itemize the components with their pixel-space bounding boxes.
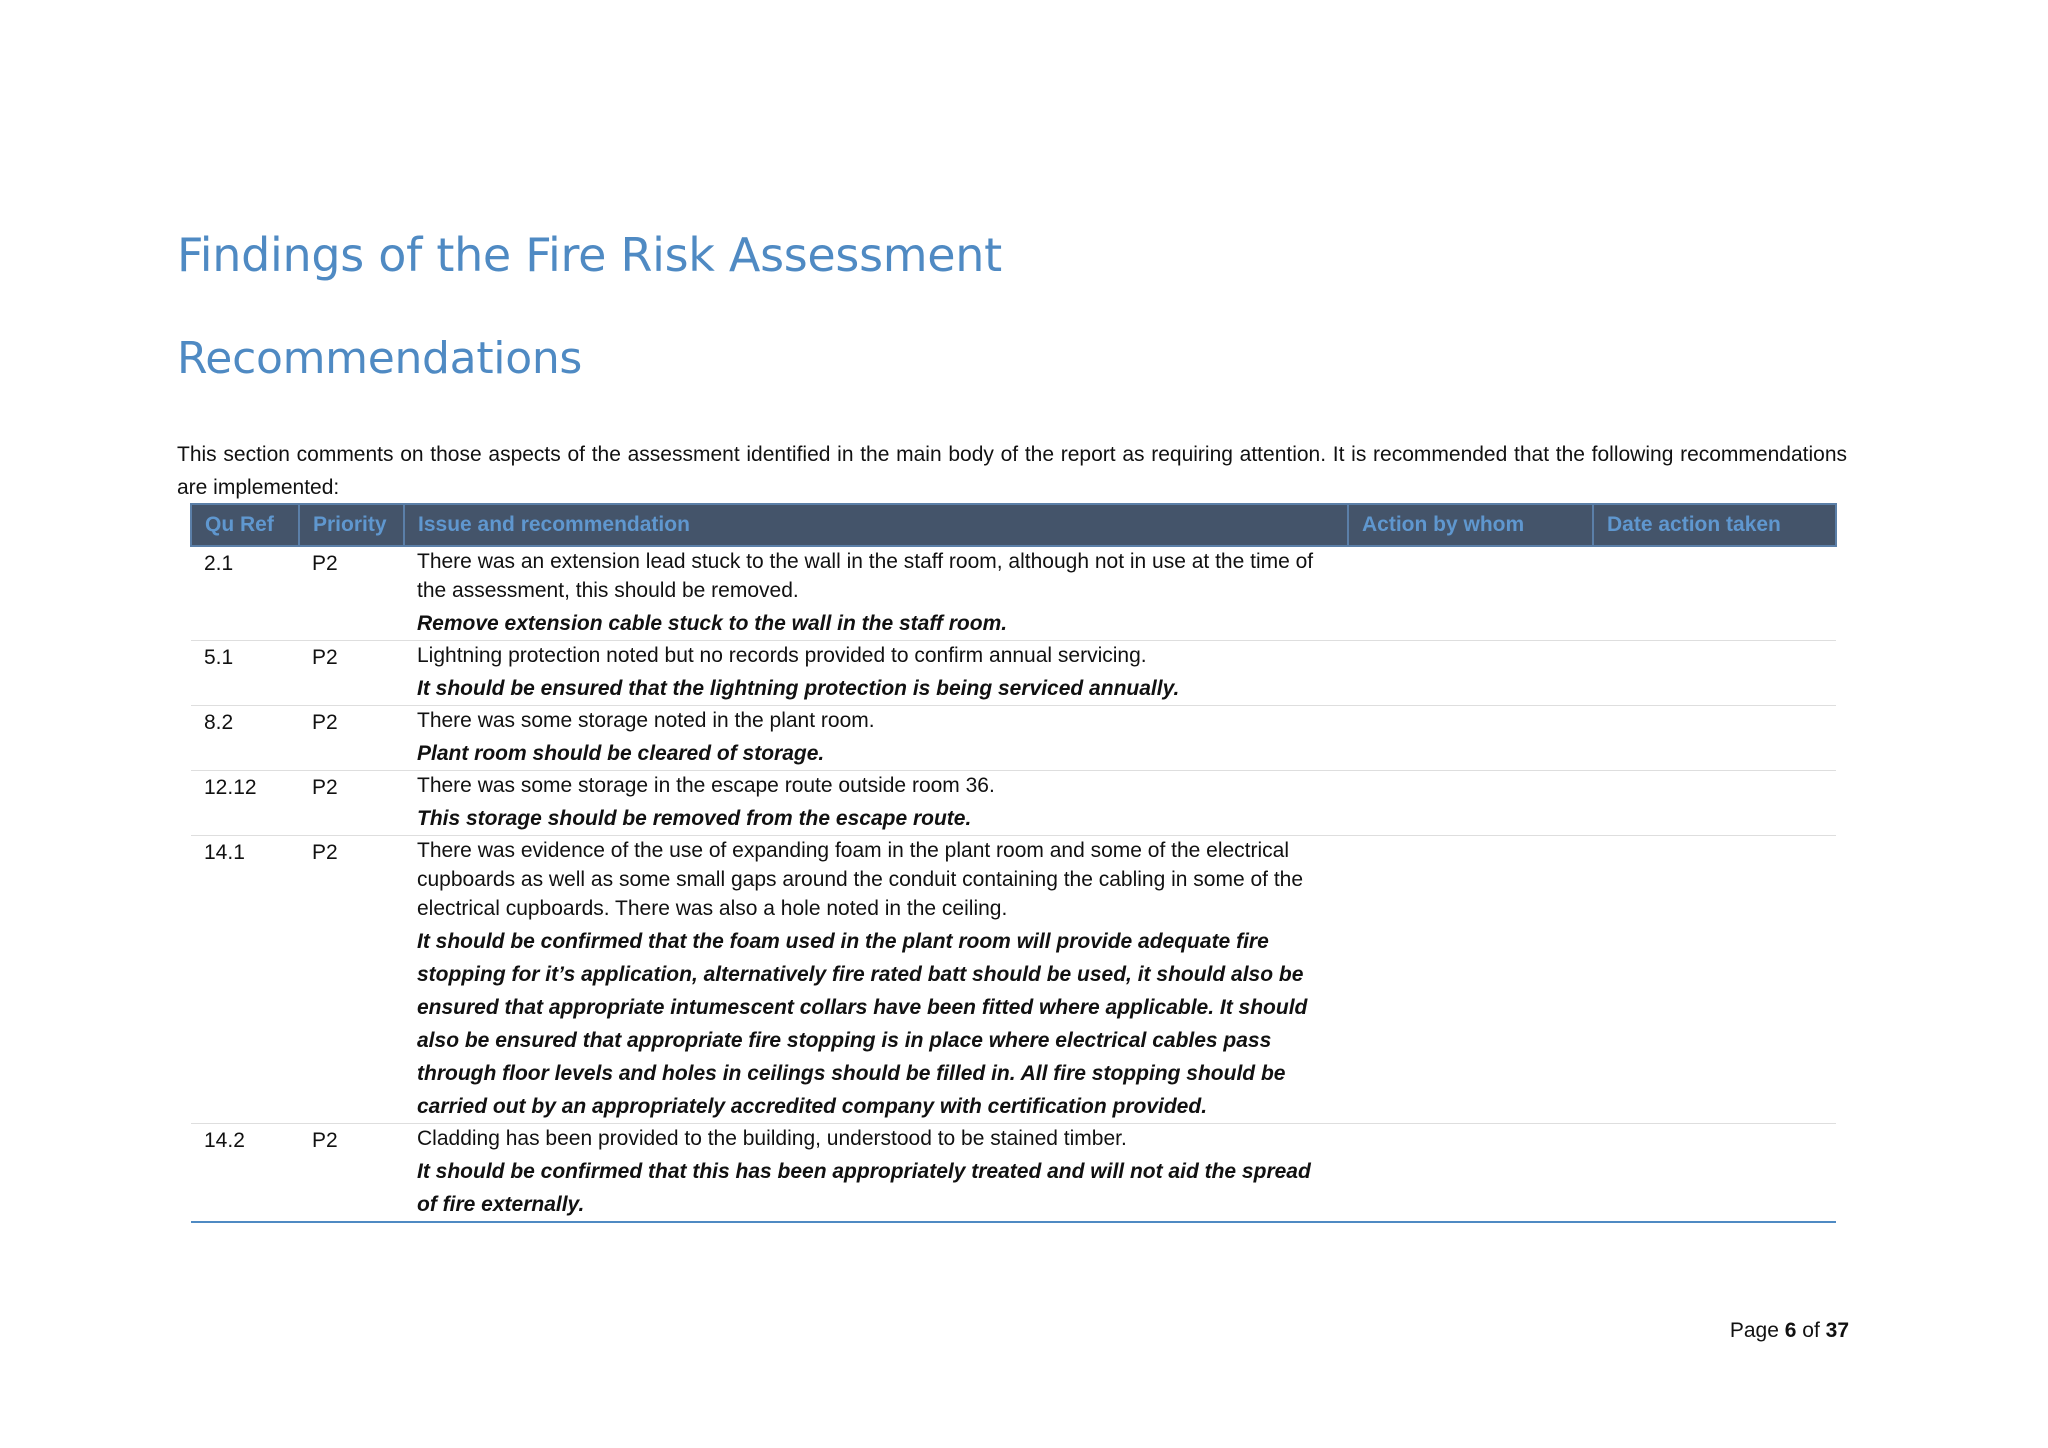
row-date-taken bbox=[1593, 771, 1836, 836]
row-date-taken bbox=[1593, 706, 1836, 771]
table-header bbox=[191, 504, 1836, 546]
row-issue-cell bbox=[404, 771, 1348, 836]
row-issue: There was some storage in the escape route outside room 36. bbox=[417, 774, 995, 797]
row-ref: 14.2 bbox=[191, 1124, 299, 1223]
page-total: 37 bbox=[1825, 1319, 1849, 1342]
row-priority: P2 bbox=[299, 771, 404, 836]
page-number bbox=[1730, 1319, 1849, 1343]
recommendations-table bbox=[190, 503, 1837, 1223]
row-action-by bbox=[1348, 771, 1593, 836]
header-qu-ref: Qu Ref bbox=[191, 504, 299, 546]
row-action-by bbox=[1348, 546, 1593, 641]
row-ref: 5.1 bbox=[191, 641, 299, 706]
table-row bbox=[191, 771, 1836, 836]
row-ref: 14.1 bbox=[191, 836, 299, 1124]
row-recommendation: Remove extension cable stuck to the wall in the staff room. bbox=[417, 612, 1008, 635]
row-issue-cell bbox=[404, 1124, 1348, 1223]
table-row bbox=[191, 836, 1836, 1124]
row-ref: 8.2 bbox=[191, 706, 299, 771]
table-row bbox=[191, 1124, 1836, 1223]
header-priority: Priority bbox=[299, 504, 404, 546]
row-issue: Cladding has been provided to the building, understood to be stained timber. bbox=[417, 1127, 1127, 1150]
page-label: Page bbox=[1729, 1319, 1779, 1342]
page-title: Findings of the Fire Risk Assessment bbox=[177, 228, 1002, 282]
row-recommendation: It should be confirmed that this has been appropriately treated and will not aid the spread of fire externally. bbox=[417, 1160, 1311, 1216]
row-date-taken bbox=[1593, 836, 1836, 1124]
row-issue: There was some storage noted in the plant room. bbox=[417, 709, 875, 732]
page-of-label: of bbox=[1802, 1319, 1820, 1342]
page-current: 6 bbox=[1784, 1319, 1797, 1342]
row-priority: P2 bbox=[299, 1124, 404, 1223]
row-action-by bbox=[1348, 641, 1593, 706]
row-issue: There was evidence of the use of expanding foam in the plant room and some of the electrical cupboards as well as some small gaps around the conduit containing the cabling in some of the electrical cupboards. There was also a hole noted in the ceiling. bbox=[417, 839, 1304, 920]
row-priority: P2 bbox=[299, 706, 404, 771]
row-recommendation: This storage should be removed from the escape route. bbox=[417, 807, 972, 830]
row-priority: P2 bbox=[299, 836, 404, 1124]
row-recommendation: It should be confirmed that the foam used in the plant room will provide adequate fire stopping for it’s application, alternatively fire rated batt should be used, it should also be ensured that appropriate intumescent collars have been fitted where applicable. It should also be ensured that appropriate fire stopping is in place where electrical cables pass through floor levels and holes in ceilings should be filled in. All fire stopping should be carried out by an appropriately accredited company with certification provided. bbox=[417, 930, 1308, 1118]
row-issue-cell bbox=[404, 641, 1348, 706]
row-ref: 2.1 bbox=[191, 546, 299, 641]
row-issue-cell bbox=[404, 706, 1348, 771]
table-row bbox=[191, 641, 1836, 706]
row-action-by bbox=[1348, 1124, 1593, 1223]
row-issue: Lightning protection noted but no records provided to confirm annual servicing. bbox=[417, 644, 1147, 667]
section-heading: Recommendations bbox=[177, 333, 583, 384]
header-date-taken: Date action taken bbox=[1593, 504, 1836, 546]
header-issue: Issue and recommendation bbox=[404, 504, 1348, 546]
row-priority: P2 bbox=[299, 641, 404, 706]
intro-paragraph: This section comments on those aspects of the assessment identified in the main body of the report as requiring attention. It is recommended that the following recommendations are implemented: bbox=[177, 443, 1847, 499]
row-issue: There was an extension lead stuck to the wall in the staff room, although not in use at the time of the assessment, this should be removed. bbox=[417, 550, 1314, 602]
row-action-by bbox=[1348, 706, 1593, 771]
row-issue-cell bbox=[404, 546, 1348, 641]
row-issue-cell bbox=[404, 836, 1348, 1124]
table-row bbox=[191, 546, 1836, 641]
row-date-taken bbox=[1593, 1124, 1836, 1223]
row-date-taken bbox=[1593, 641, 1836, 706]
row-recommendation: It should be ensured that the lightning protection is being serviced annually. bbox=[417, 677, 1180, 700]
row-priority: P2 bbox=[299, 546, 404, 641]
row-ref: 12.12 bbox=[191, 771, 299, 836]
row-date-taken bbox=[1593, 546, 1836, 641]
row-recommendation: Plant room should be cleared of storage. bbox=[417, 742, 825, 765]
row-action-by bbox=[1348, 836, 1593, 1124]
header-action-by: Action by whom bbox=[1348, 504, 1593, 546]
table-row bbox=[191, 706, 1836, 771]
